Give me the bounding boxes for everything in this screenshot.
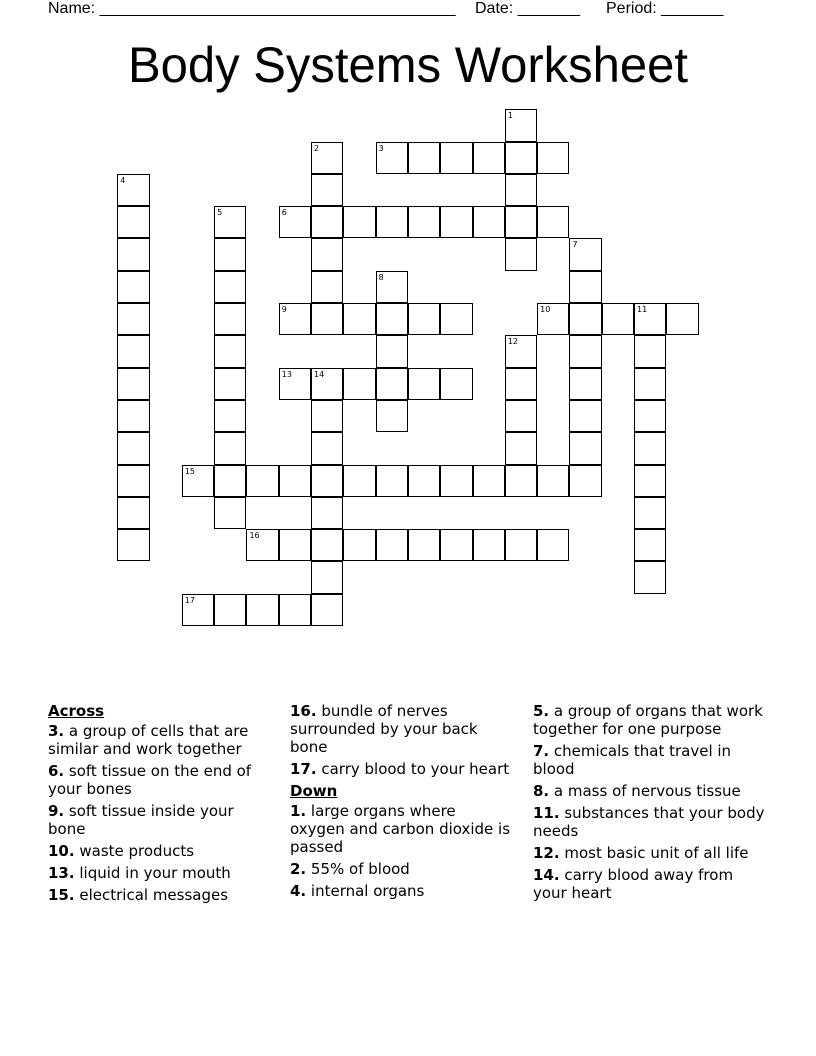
crossword-cell[interactable] — [473, 465, 505, 497]
period-field[interactable]: Period: _______ — [606, 0, 724, 17]
crossword-cell[interactable] — [473, 142, 505, 174]
clue-text: waste products — [79, 842, 195, 860]
crossword-cell[interactable] — [408, 206, 440, 238]
clue-number: 7. — [533, 742, 550, 760]
clue-text: carry blood away from your heart — [533, 866, 734, 902]
clue-number-label: 15 — [184, 466, 196, 476]
crossword-cell[interactable] — [214, 465, 246, 497]
crossword-cell[interactable] — [505, 335, 537, 367]
clue-down-7 — [533, 742, 765, 778]
crossword-cell[interactable] — [214, 206, 246, 238]
crossword-cell[interactable] — [214, 368, 246, 400]
crossword-cell[interactable] — [214, 271, 246, 303]
crossword-cell[interactable] — [440, 368, 472, 400]
clue-number-label: 13 — [281, 369, 292, 379]
crossword-cell[interactable] — [117, 303, 149, 335]
crossword-cell[interactable] — [279, 206, 311, 238]
clue-number: 14. — [533, 866, 560, 884]
clue-number-label: 7 — [572, 240, 578, 250]
clue-number-label: 8 — [378, 272, 384, 282]
clue-text: large organs where oxygen and carbon dioxide is passed — [290, 802, 511, 856]
clue-text: internal organs — [310, 882, 425, 900]
crossword-cell[interactable] — [537, 206, 569, 238]
crossword-cell[interactable] — [311, 497, 343, 529]
crossword-cell[interactable] — [117, 529, 149, 561]
clue-number: 15. — [48, 886, 75, 904]
clue-number: 5. — [533, 702, 550, 720]
clue-number-label: 16 — [249, 531, 260, 541]
clue-across-13 — [48, 864, 260, 882]
crossword-cell[interactable] — [408, 368, 440, 400]
crossword-cell[interactable] — [214, 594, 246, 626]
clue-text: chemicals that travel in blood — [533, 742, 732, 778]
name-field[interactable]: Name: ________________________________________ — [48, 0, 456, 17]
crossword-cell[interactable] — [117, 465, 149, 497]
crossword-cell[interactable] — [505, 174, 537, 206]
crossword-cell[interactable] — [505, 238, 537, 270]
crossword-cell[interactable] — [634, 335, 666, 367]
crossword-cell[interactable] — [311, 465, 343, 497]
crossword-cell[interactable] — [505, 206, 537, 238]
clue-across-17 — [290, 760, 512, 778]
crossword-cell[interactable] — [505, 109, 537, 141]
crossword-cell[interactable] — [214, 432, 246, 464]
crossword-cell[interactable] — [117, 400, 149, 432]
crossword-cell[interactable] — [505, 368, 537, 400]
clue-text: soft tissue on the end of your bones — [48, 762, 252, 798]
clue-across-6 — [48, 762, 260, 798]
crossword-cell[interactable] — [569, 238, 601, 270]
crossword-cell[interactable] — [569, 303, 601, 335]
crossword-cell[interactable] — [214, 497, 246, 529]
crossword-cell[interactable] — [376, 303, 408, 335]
clue-number: 8. — [533, 782, 550, 800]
crossword-cell[interactable] — [634, 465, 666, 497]
crossword-cell[interactable] — [311, 303, 343, 335]
crossword-cell[interactable] — [440, 142, 472, 174]
crossword-cell[interactable] — [311, 206, 343, 238]
clue-down-14 — [533, 866, 765, 902]
crossword-cell[interactable] — [376, 400, 408, 432]
clue-text: soft tissue inside your bone — [48, 802, 234, 838]
crossword-cell[interactable] — [246, 529, 278, 561]
clue-number-label: 5 — [217, 208, 223, 218]
crossword-cell[interactable] — [311, 432, 343, 464]
crossword-cell[interactable] — [376, 271, 408, 303]
clues-column-3 — [533, 702, 765, 906]
crossword-cell[interactable] — [214, 238, 246, 270]
crossword-cell[interactable] — [343, 529, 375, 561]
crossword-cell[interactable] — [279, 303, 311, 335]
clue-down-4 — [290, 882, 512, 900]
crossword-cell[interactable] — [505, 529, 537, 561]
crossword-cell[interactable] — [569, 368, 601, 400]
crossword-cell[interactable] — [537, 465, 569, 497]
crossword-cell[interactable] — [117, 432, 149, 464]
crossword-cell[interactable] — [408, 465, 440, 497]
crossword-cell[interactable] — [537, 303, 569, 335]
clues-column-1 — [48, 702, 260, 908]
crossword-cell[interactable] — [505, 400, 537, 432]
crossword-cell[interactable] — [311, 142, 343, 174]
clue-number-label: 1 — [507, 111, 513, 121]
clue-number: 13. — [48, 864, 75, 882]
clues-column-2 — [290, 702, 512, 904]
clue-text: electrical messages — [79, 886, 229, 904]
crossword-cell[interactable] — [279, 465, 311, 497]
clue-down-1 — [290, 802, 512, 856]
crossword-cell[interactable] — [214, 400, 246, 432]
crossword-cell[interactable] — [182, 594, 214, 626]
crossword-cell[interactable] — [569, 432, 601, 464]
crossword-cell[interactable] — [634, 497, 666, 529]
clue-text: a group of organs that work together for one purpose — [533, 702, 763, 738]
clue-number: 6. — [48, 762, 65, 780]
crossword-cell[interactable] — [537, 142, 569, 174]
clue-number-label: 9 — [281, 305, 287, 315]
clue-text: substances that your body needs — [533, 804, 765, 840]
crossword-cell[interactable] — [376, 529, 408, 561]
crossword-cell[interactable] — [537, 529, 569, 561]
clue-number: 12. — [533, 844, 560, 862]
crossword-cell[interactable] — [634, 368, 666, 400]
clue-number: 3. — [48, 722, 65, 740]
clue-text: a mass of nervous tissue — [553, 782, 741, 800]
clue-number-label: 2 — [314, 143, 320, 153]
crossword-cell[interactable] — [569, 465, 601, 497]
crossword-cell[interactable] — [279, 368, 311, 400]
crossword-cell[interactable] — [214, 335, 246, 367]
clue-down-11 — [533, 804, 765, 840]
down-heading: Down — [290, 782, 338, 800]
clue-number: 11. — [533, 804, 560, 822]
clue-text: a group of cells that are similar and work together — [48, 722, 249, 758]
clue-down-5 — [533, 702, 765, 738]
clue-number-label: 12 — [507, 337, 519, 347]
crossword-cell[interactable] — [214, 303, 246, 335]
crossword-cell[interactable] — [634, 529, 666, 561]
crossword-cell[interactable] — [440, 529, 472, 561]
crossword-cell[interactable] — [505, 465, 537, 497]
crossword-cell[interactable] — [343, 465, 375, 497]
crossword-cell[interactable] — [505, 432, 537, 464]
clue-across-3 — [48, 722, 260, 758]
clue-number-label: 4 — [120, 175, 126, 185]
clue-text: liquid in your mouth — [79, 864, 231, 882]
clue-number-label: 10 — [540, 305, 551, 315]
crossword-cell[interactable] — [311, 368, 343, 400]
crossword-cell[interactable] — [666, 303, 698, 335]
crossword-cell[interactable] — [182, 465, 214, 497]
crossword-cell[interactable] — [279, 594, 311, 626]
crossword-cell[interactable] — [343, 368, 375, 400]
crossword-cell[interactable] — [376, 465, 408, 497]
crossword-cell[interactable] — [311, 238, 343, 270]
crossword-cell[interactable] — [376, 142, 408, 174]
clue-across-10 — [48, 842, 260, 860]
crossword-cell[interactable] — [311, 174, 343, 206]
clue-down-8 — [533, 782, 765, 800]
crossword-cell[interactable] — [440, 303, 472, 335]
clue-number-label: 11 — [637, 305, 648, 315]
crossword-cell[interactable] — [311, 594, 343, 626]
clue-number: 16. — [290, 702, 317, 720]
clue-text: most basic unit of all life — [564, 844, 749, 862]
clue-number: 4. — [290, 882, 307, 900]
crossword-cell[interactable] — [279, 529, 311, 561]
crossword-cell[interactable] — [117, 206, 149, 238]
crossword-cell[interactable] — [117, 174, 149, 206]
crossword-cell[interactable] — [311, 529, 343, 561]
clue-number-label: 6 — [281, 208, 287, 218]
clue-across-9 — [48, 802, 260, 838]
clue-number-label: 3 — [378, 143, 384, 153]
crossword-cell[interactable] — [376, 206, 408, 238]
crossword-cell[interactable] — [343, 303, 375, 335]
crossword-cell[interactable] — [117, 368, 149, 400]
crossword-cell[interactable] — [117, 271, 149, 303]
crossword-cell[interactable] — [117, 497, 149, 529]
crossword-cell[interactable] — [634, 400, 666, 432]
crossword-cell[interactable] — [440, 206, 472, 238]
crossword-cell[interactable] — [634, 561, 666, 593]
crossword-cell[interactable] — [246, 465, 278, 497]
clue-number: 2. — [290, 860, 307, 878]
crossword-cell[interactable] — [408, 142, 440, 174]
clue-number-label: 17 — [184, 595, 196, 605]
crossword-cell[interactable] — [117, 335, 149, 367]
crossword-cell[interactable] — [311, 561, 343, 593]
clue-across-16 — [290, 702, 512, 756]
clue-number: 17. — [290, 760, 317, 778]
crossword-cell[interactable] — [602, 303, 634, 335]
crossword-cell[interactable] — [311, 400, 343, 432]
clue-number-label: 14 — [314, 369, 325, 379]
page-title: Body Systems Worksheet — [127, 37, 689, 93]
clue-number: 10. — [48, 842, 75, 860]
crossword-cell[interactable] — [311, 271, 343, 303]
clue-down-2 — [290, 860, 512, 878]
crossword-cell[interactable] — [505, 142, 537, 174]
clue-across-15 — [48, 886, 260, 904]
crossword-cell[interactable] — [408, 529, 440, 561]
crossword-cell[interactable] — [569, 335, 601, 367]
crossword-cell[interactable] — [376, 335, 408, 367]
crossword-cell[interactable] — [440, 465, 472, 497]
crossword-cell[interactable] — [473, 206, 505, 238]
across-heading: Across — [48, 702, 105, 720]
clue-number: 1. — [290, 802, 307, 820]
crossword-cell[interactable] — [569, 271, 601, 303]
crossword-cell[interactable] — [376, 368, 408, 400]
date-field[interactable]: Date: _______ — [475, 0, 580, 17]
clue-text: 55% of blood — [310, 860, 410, 878]
crossword-cell[interactable] — [473, 529, 505, 561]
crossword-cell[interactable] — [117, 238, 149, 270]
crossword-cell[interactable] — [569, 400, 601, 432]
crossword-cell[interactable] — [634, 432, 666, 464]
crossword-cell[interactable] — [408, 303, 440, 335]
clue-down-12 — [533, 844, 765, 862]
clue-number: 9. — [48, 802, 65, 820]
crossword-cell[interactable] — [634, 303, 666, 335]
crossword-cell[interactable] — [246, 594, 278, 626]
clue-text: carry blood to your heart — [321, 760, 510, 778]
crossword-cell[interactable] — [343, 206, 375, 238]
clue-text: bundle of nerves surrounded by your back bone — [290, 702, 478, 756]
